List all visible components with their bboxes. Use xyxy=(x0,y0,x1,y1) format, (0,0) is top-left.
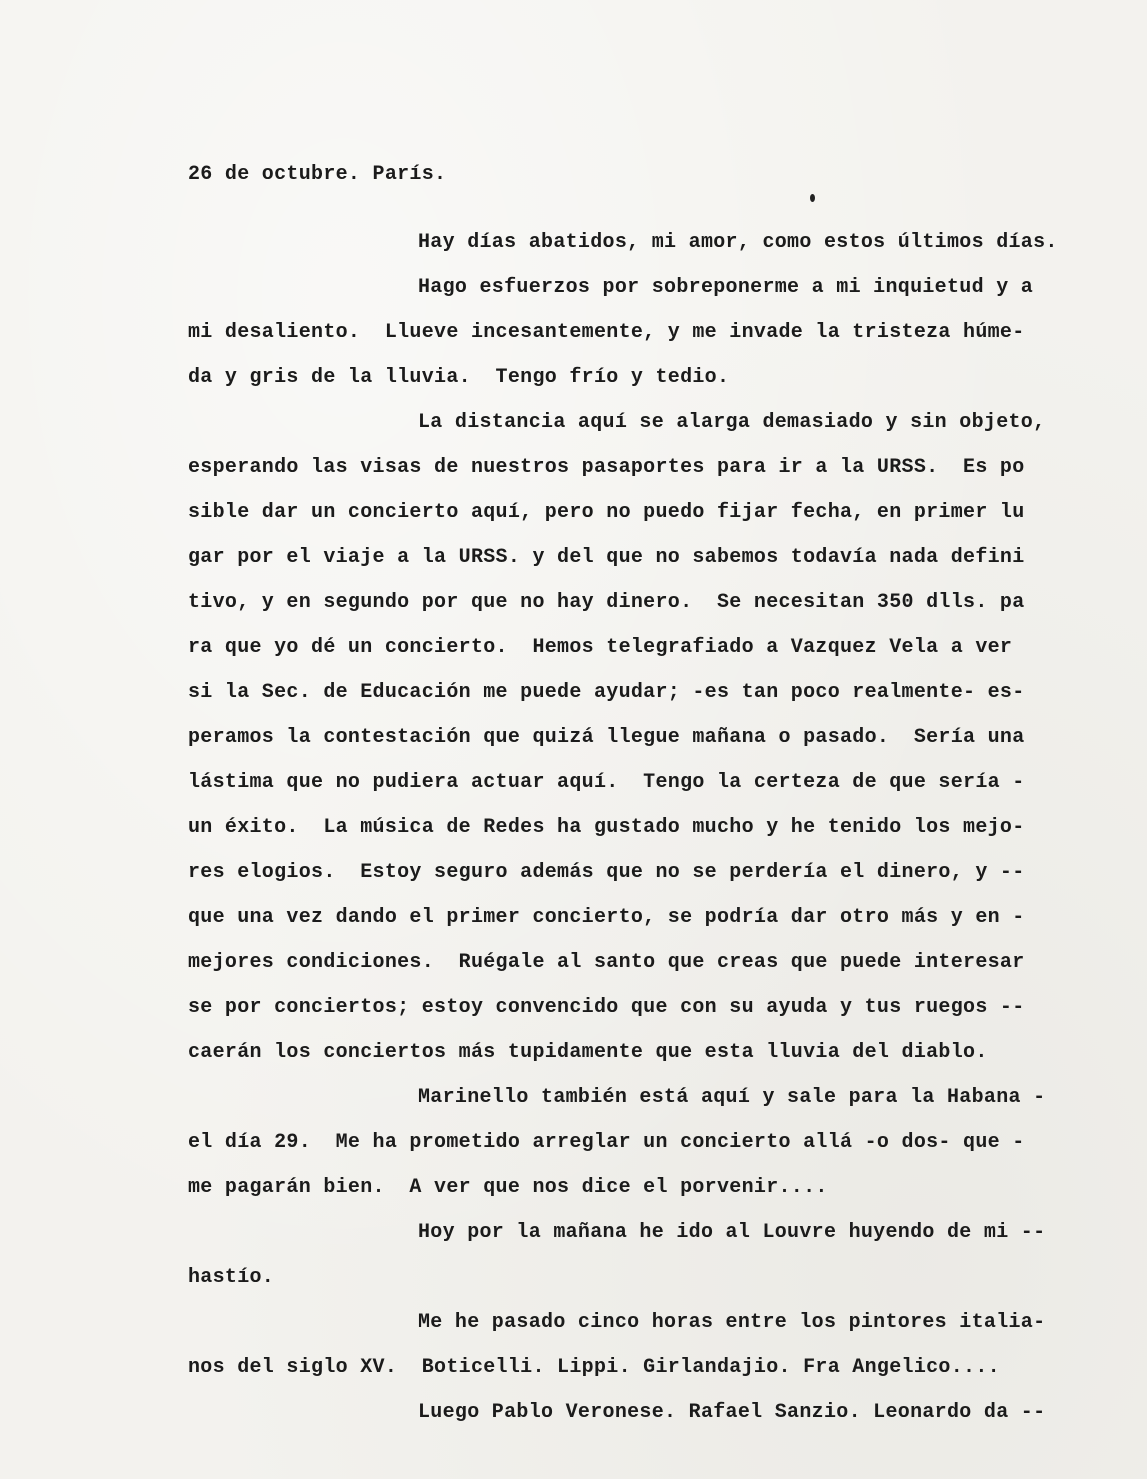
letter-line: lástima que no pudiera actuar aquí. Tengo la certeza de que sería - xyxy=(188,771,1025,794)
letter-line: caerán los conciertos más tupidamente que esta lluvia del diablo. xyxy=(188,1041,988,1064)
letter-line: gar por el viaje a la URSS. y del que no sabemos todavía nada defini xyxy=(188,546,1025,569)
letter-line: el día 29. Me ha prometido arreglar un concierto allá -o dos- que - xyxy=(188,1131,1025,1154)
letter-line: Hoy por la mañana he ido al Louvre huyendo de mi -- xyxy=(418,1221,1046,1244)
letter-line: Me he pasado cinco horas entre los pintores italia- xyxy=(418,1311,1046,1334)
letter-line: si la Sec. de Educación me puede ayudar; -es tan poco realmente- es- xyxy=(188,681,1025,704)
letter-line: La distancia aquí se alarga demasiado y sin objeto, xyxy=(418,411,1046,434)
ink-speck xyxy=(810,194,815,202)
letter-line: que una vez dando el primer concierto, se podría dar otro más y en - xyxy=(188,906,1025,929)
letter-line: Marinello también está aquí y sale para la Habana - xyxy=(418,1086,1046,1109)
letter-line: peramos la contestación que quizá llegue mañana o pasado. Sería una xyxy=(188,726,1025,749)
letter-line: nos del siglo XV. Boticelli. Lippi. Girlandajio. Fra Angelico.... xyxy=(188,1356,1000,1379)
letter-date-line: 26 de octubre. París. xyxy=(188,163,447,186)
letter-line: me pagarán bien. A ver que nos dice el porvenir.... xyxy=(188,1176,828,1199)
letter-line: esperando las visas de nuestros pasaportes para ir a la URSS. Es po xyxy=(188,456,1025,479)
letter-line: sible dar un concierto aquí, pero no puedo fijar fecha, en primer lu xyxy=(188,501,1025,524)
letter-line: se por conciertos; estoy convencido que con su ayuda y tus ruegos -- xyxy=(188,996,1025,1019)
letter-line: Hay días abatidos, mi amor, como estos últimos días. xyxy=(418,231,1058,254)
letter-line: res elogios. Estoy seguro además que no se perdería el dinero, y -- xyxy=(188,861,1025,884)
letter-line: ra que yo dé un concierto. Hemos telegrafiado a Vazquez Vela a ver xyxy=(188,636,1013,659)
letter-line: mi desaliento. Llueve incesantemente, y me invade la tristeza húme- xyxy=(188,321,1025,344)
letter-line: hastío. xyxy=(188,1266,275,1289)
letter-line: un éxito. La música de Redes ha gustado mucho y he tenido los mejo- xyxy=(188,816,1025,839)
letter-line: Luego Pablo Veronese. Rafael Sanzio. Leonardo da -- xyxy=(418,1401,1046,1424)
letter-line: da y gris de la lluvia. Tengo frío y tedio. xyxy=(188,366,730,389)
letter-line: Hago esfuerzos por sobreponerme a mi inquietud y a xyxy=(418,276,1034,299)
letter-line: mejores condiciones. Ruégale al santo que creas que puede interesar xyxy=(188,951,1025,974)
letter-line: tivo, y en segundo por que no hay dinero. Se necesitan 350 dlls. pa xyxy=(188,591,1025,614)
